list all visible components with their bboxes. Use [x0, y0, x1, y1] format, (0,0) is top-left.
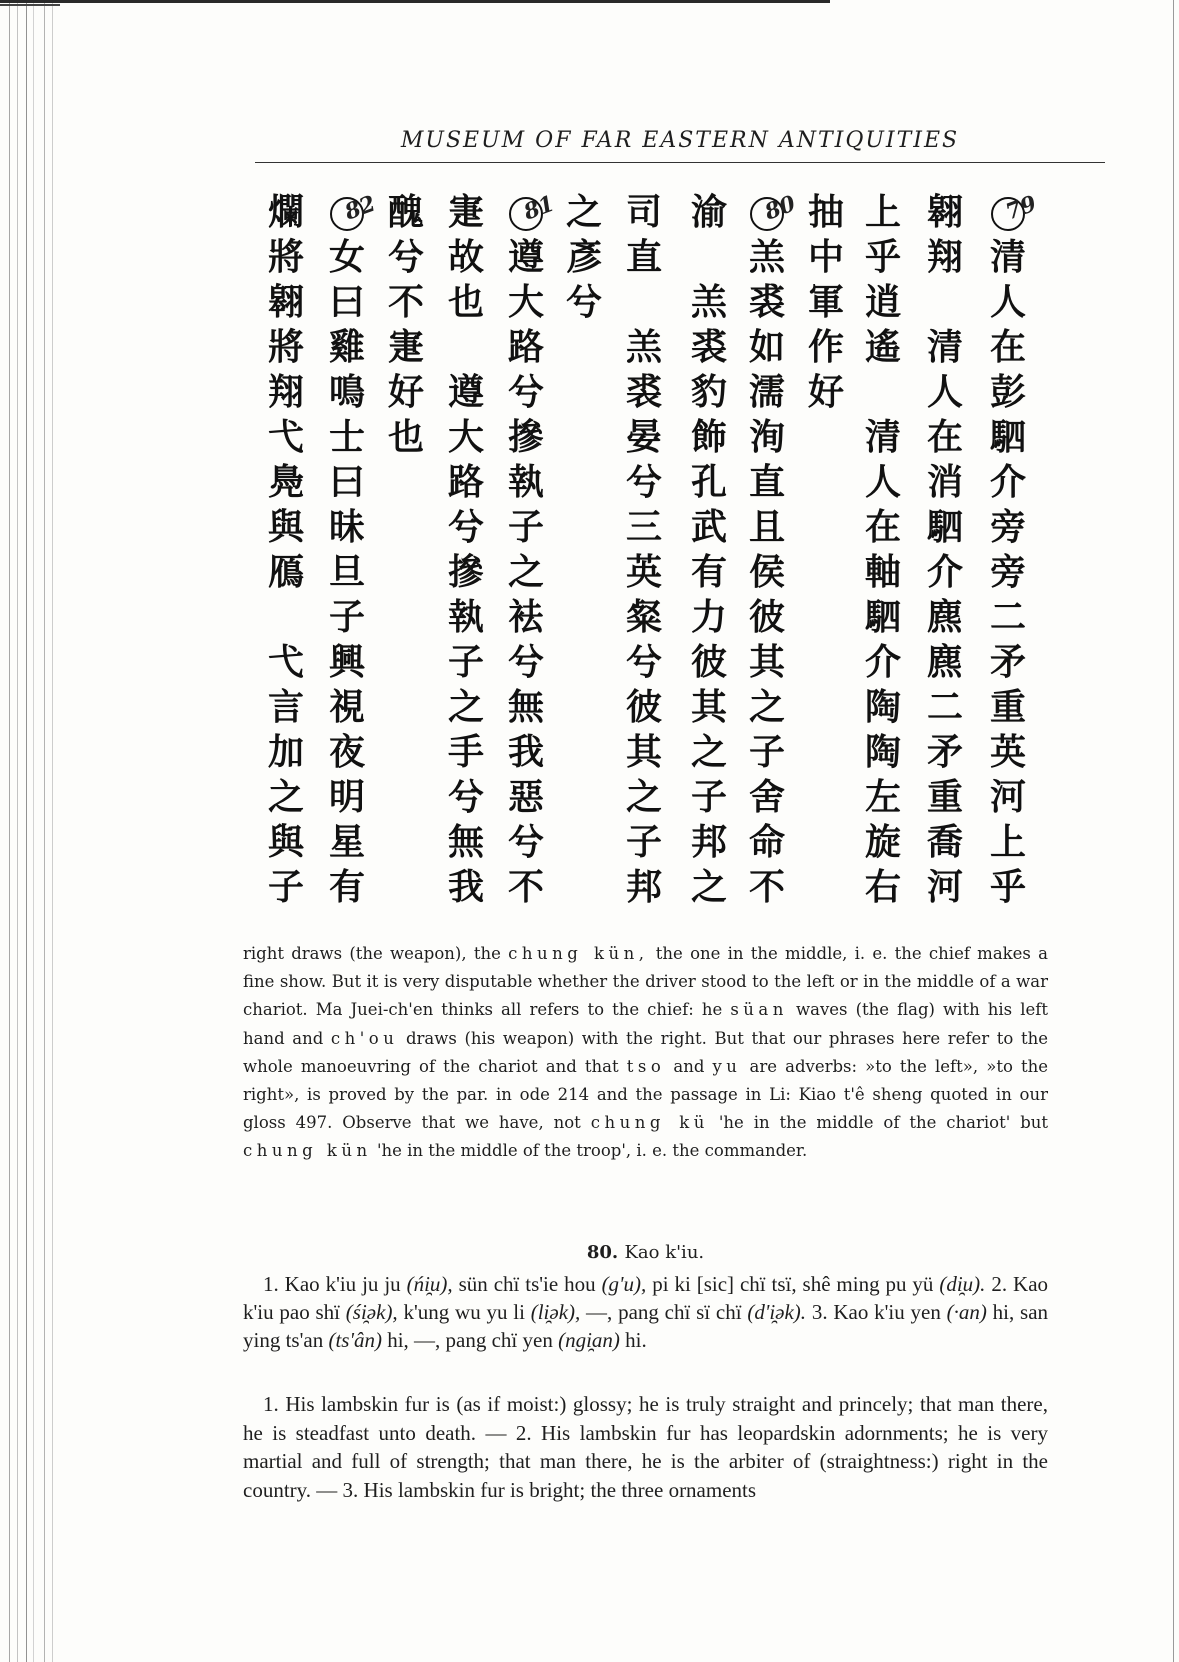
translation-paragraph: 1. His lambskin fur is (as if moist:) glossy; he is truly straight and princely; that man there, he is steadfast unto death. — 2. His lambskin fur has leopardskin adornments; he is very martial and full of strength; that man there, he is the arbiter of (straightness:) right in the country. — 3. His lambskin fur is bright; the three ornaments [243, 1392, 1048, 1502]
ode-number-marker [500, 190, 558, 235]
chinese-character: 孔 [690, 462, 727, 503]
chinese-character: 翱 [926, 192, 963, 233]
chinese-character: 兮 [565, 282, 602, 323]
chinese-character: 濡 [748, 372, 785, 413]
chinese-character: 視 [328, 687, 365, 728]
chinese-character: 摻 [507, 417, 544, 458]
chinese-space [857, 370, 909, 415]
chinese-character: 清 [926, 327, 963, 368]
chinese-column [618, 190, 670, 910]
chinese-character: 裘 [690, 327, 727, 368]
commentary-text: right draws (the weapon), the [243, 944, 501, 963]
chinese-character: 左 [864, 777, 901, 818]
translit-text: 2. Kao k'iu pao shï [243, 1272, 1049, 1324]
chinese-character: 兮 [625, 462, 662, 503]
chinese-character: 其 [748, 642, 785, 683]
chinese-character: 侯 [748, 552, 785, 593]
chinese-character: 矛 [989, 642, 1026, 683]
chinese-character: 執 [447, 597, 484, 638]
translit-text: k'ung wu yu li [403, 1300, 525, 1324]
chinese-character: 雞 [328, 327, 365, 368]
chinese-character: 寁 [387, 327, 424, 368]
commentary-text: 'he in the middle of the chariot' but [718, 1113, 1049, 1133]
chinese-character: 之 [267, 777, 304, 818]
chinese-column [741, 190, 799, 910]
chinese-character: 之 [748, 687, 785, 728]
chinese-character: 其 [625, 732, 662, 773]
chinese-character: 鳧 [267, 462, 304, 503]
chinese-character: 軍 [807, 282, 844, 323]
ode-number: 79 [1002, 190, 1040, 226]
chinese-character: 明 [328, 777, 365, 818]
chinese-character: 袪 [507, 597, 544, 638]
reconstruction: (li̯ək), [530, 1300, 581, 1324]
chinese-character: 子 [748, 732, 785, 773]
chinese-character: 力 [690, 597, 727, 638]
chinese-character: 執 [507, 462, 544, 503]
chinese-character: 抽 [807, 192, 844, 233]
chinese-character: 軸 [864, 552, 901, 593]
chinese-character: 重 [926, 777, 963, 818]
chinese-character: 彼 [748, 597, 785, 638]
chinese-character: 裘 [748, 282, 785, 323]
chinese-character: 手 [447, 732, 484, 773]
chinese-character: 故 [447, 237, 484, 278]
chinese-character: 我 [507, 732, 544, 773]
chinese-character: 無 [447, 822, 484, 863]
chinese-character: 言 [267, 687, 304, 728]
commentary-text: waves (the flag) with his left hand and [243, 1000, 1049, 1048]
chinese-character: 人 [864, 462, 901, 503]
chinese-character: 在 [989, 327, 1026, 368]
section-heading [243, 1242, 1048, 1263]
chinese-character: 醜 [387, 192, 424, 233]
chinese-character: 曰 [328, 462, 365, 503]
chinese-column [857, 190, 909, 910]
chinese-character: 豹 [690, 372, 727, 413]
chinese-column [919, 190, 971, 910]
section-title: Kao k'iu. [624, 1242, 705, 1263]
chinese-character: 重 [989, 687, 1026, 728]
chinese-character: 爛 [267, 192, 304, 233]
chinese-character: 兮 [447, 777, 484, 818]
chinese-character: 加 [267, 732, 304, 773]
spaced-term: yu [712, 1056, 742, 1076]
chinese-character: 右 [864, 867, 901, 908]
chinese-character: 夜 [328, 732, 365, 773]
translit-text: hi, san ying ts'an [243, 1300, 1049, 1352]
chinese-character: 駟 [926, 507, 963, 548]
chinese-character: 彥 [565, 237, 602, 278]
commentary-paragraph [243, 940, 1048, 1166]
ode-number: 80 [761, 190, 799, 226]
chinese-character: 之 [690, 732, 727, 773]
chinese-character: 兮 [625, 642, 662, 683]
chinese-character: 人 [989, 282, 1026, 323]
spaced-term: chung kü [590, 1113, 709, 1133]
chinese-character: 之 [690, 867, 727, 908]
chinese-character: 彭 [989, 372, 1026, 413]
scan-top-rule-thin [0, 4, 60, 6]
chinese-column [380, 190, 432, 460]
chinese-space [683, 235, 735, 280]
running-head: MUSEUM OF FAR EASTERN ANTIQUITIES [255, 128, 1105, 163]
chinese-character: 駟 [864, 597, 901, 638]
chinese-character: 大 [507, 282, 544, 323]
chinese-character: 羔 [690, 282, 727, 323]
chinese-character: 旁 [989, 552, 1026, 593]
chinese-character: 子 [447, 642, 484, 683]
chinese-character: 也 [387, 417, 424, 458]
scan-right-edge [1167, 0, 1179, 1662]
chinese-character: 子 [690, 777, 727, 818]
chinese-character: 將 [267, 327, 304, 368]
chinese-character: 與 [267, 822, 304, 863]
chinese-character: 晏 [625, 417, 662, 458]
chinese-character: 女 [328, 237, 365, 278]
chinese-character: 不 [507, 867, 544, 908]
chinese-character: 二 [989, 597, 1026, 638]
chinese-character: 麃 [926, 597, 963, 638]
chinese-character: 渝 [690, 192, 727, 233]
chinese-character: 司 [625, 192, 662, 233]
chinese-character: 河 [989, 777, 1026, 818]
chinese-character: 遵 [507, 237, 544, 278]
ode-number: 81 [520, 190, 558, 226]
chinese-character: 逍 [864, 282, 901, 323]
chinese-character: 子 [328, 597, 365, 638]
chinese-character: 在 [926, 417, 963, 458]
commentary-text: the one in the middle, i. e. the chief makes a fine show. But it is very disputable whether the driver stood to the left or in the middle of a war chariot. Ma Juei-ch'en thinks all refers to the chief: he [243, 944, 1048, 1020]
chinese-column [440, 190, 492, 910]
chinese-character: 摻 [447, 552, 484, 593]
reconstruction: (d'i̯ək). [747, 1300, 807, 1324]
translit-text: pi ki [sic] chï tsï, shê ming pu yü [652, 1272, 934, 1296]
ode-number-marker [321, 190, 379, 235]
chinese-character: 舍 [748, 777, 785, 818]
chinese-character: 粲 [625, 597, 662, 638]
chinese-character: 惡 [507, 777, 544, 818]
chinese-character: 興 [328, 642, 365, 683]
translit-text: 3. Kao k'iu yen [811, 1300, 941, 1324]
chinese-character: 翔 [926, 237, 963, 278]
chinese-character: 人 [926, 372, 963, 413]
chinese-character: 遵 [447, 372, 484, 413]
chinese-character: 二 [926, 687, 963, 728]
chinese-character: 命 [748, 822, 785, 863]
chinese-character: 路 [507, 327, 544, 368]
reconstruction: (·an) [946, 1300, 987, 1324]
chinese-character: 清 [864, 417, 901, 458]
chinese-character: 直 [748, 462, 785, 503]
chinese-character: 陶 [864, 687, 901, 728]
chinese-character: 好 [387, 372, 424, 413]
chinese-character: 之 [447, 687, 484, 728]
chinese-character: 不 [387, 282, 424, 323]
chinese-character: 喬 [926, 822, 963, 863]
chinese-character: 洵 [748, 417, 785, 458]
scan-top-rule [0, 0, 830, 3]
ode-number-marker [982, 190, 1040, 235]
chinese-character: 如 [748, 327, 785, 368]
chinese-character: 羔 [625, 327, 662, 368]
chinese-character: 兮 [387, 237, 424, 278]
spaced-term: ch'ou [330, 1028, 399, 1048]
chinese-character: 無 [507, 687, 544, 728]
chinese-character: 曰 [328, 282, 365, 323]
chinese-space [440, 325, 492, 370]
chinese-character: 在 [864, 507, 901, 548]
chinese-character: 子 [625, 822, 662, 863]
chinese-character: 子 [507, 507, 544, 548]
chinese-character: 彼 [690, 642, 727, 683]
chinese-character: 陶 [864, 732, 901, 773]
translit-text: sün chï ts'ie hou [458, 1272, 596, 1296]
chinese-character: 兮 [447, 507, 484, 548]
ode-number-marker [741, 190, 799, 235]
chinese-character: 介 [926, 552, 963, 593]
chinese-character: 矛 [926, 732, 963, 773]
spaced-term: chung kün, [508, 944, 649, 963]
chinese-character: 之 [507, 552, 544, 593]
scan-binding-edge [0, 0, 62, 1662]
chinese-character: 士 [328, 417, 365, 458]
chinese-character: 麃 [926, 642, 963, 683]
reconstruction: (di̯u). [939, 1272, 986, 1296]
chinese-character: 也 [447, 282, 484, 323]
chinese-character: 我 [447, 867, 484, 908]
chinese-column [982, 190, 1040, 910]
chinese-character: 遙 [864, 327, 901, 368]
chinese-column [321, 190, 379, 910]
chinese-character: 清 [989, 237, 1026, 278]
chinese-character: 上 [864, 192, 901, 233]
commentary-text: draws (his weapon) with the right. But that our phrases here refer to the whole manoeuvring of the chariot and that [243, 1028, 1048, 1076]
chinese-character: 上 [989, 822, 1026, 863]
chinese-character: 直 [625, 237, 662, 278]
spaced-term: süan [730, 1000, 788, 1020]
chinese-character: 乎 [864, 237, 901, 278]
chinese-character: 介 [864, 642, 901, 683]
spaced-term: tso [626, 1056, 666, 1076]
chinese-character: 鴈 [267, 552, 304, 593]
chinese-character: 兮 [507, 642, 544, 683]
chinese-character: 弋 [267, 417, 304, 458]
chinese-character: 裘 [625, 372, 662, 413]
commentary-text: 'he in the middle of the troop', i. e. the commander. [376, 1141, 808, 1161]
chinese-character: 之 [625, 777, 662, 818]
chinese-character: 河 [926, 867, 963, 908]
chinese-character: 弋 [267, 642, 304, 683]
chinese-text-block [255, 190, 1085, 930]
chinese-character: 飾 [690, 417, 727, 458]
commentary-text: and [673, 1056, 705, 1076]
chinese-character: 消 [926, 462, 963, 503]
ode-number: 82 [341, 190, 379, 226]
chinese-character: 中 [807, 237, 844, 278]
chinese-character: 彼 [625, 687, 662, 728]
chinese-column [558, 190, 610, 325]
chinese-character: 不 [748, 867, 785, 908]
chinese-character: 將 [267, 237, 304, 278]
chinese-column [800, 190, 852, 415]
chinese-character: 旋 [864, 822, 901, 863]
translit-text: —, pang chï sï chï [586, 1300, 742, 1324]
chinese-character: 介 [989, 462, 1026, 503]
spaced-term: chung kün [243, 1141, 372, 1161]
chinese-character: 有 [690, 552, 727, 593]
chinese-character: 英 [625, 552, 662, 593]
reconstruction: (ńi̯u), [406, 1272, 453, 1296]
chinese-character: 英 [989, 732, 1026, 773]
chinese-character: 兮 [507, 372, 544, 413]
chinese-character: 旦 [328, 552, 365, 593]
chinese-character: 乎 [989, 867, 1026, 908]
chinese-column [260, 190, 312, 910]
chinese-character: 之 [565, 192, 602, 233]
chinese-character: 與 [267, 507, 304, 548]
chinese-column [500, 190, 558, 910]
chinese-character: 星 [328, 822, 365, 863]
translit-text: 1. Kao k'iu ju ju [263, 1272, 401, 1296]
chinese-space [618, 280, 670, 325]
translit-text: hi, —, pang chï yen [387, 1328, 553, 1352]
chinese-character: 寁 [447, 192, 484, 233]
chinese-character: 羔 [748, 237, 785, 278]
chinese-column [683, 190, 735, 910]
chinese-character: 大 [447, 417, 484, 458]
reconstruction: (g'u), [601, 1272, 647, 1296]
chinese-character: 翔 [267, 372, 304, 413]
chinese-character: 且 [748, 507, 785, 548]
reconstruction: (śi̯ək), [345, 1300, 398, 1324]
chinese-character: 邦 [625, 867, 662, 908]
section-number: 80. [586, 1242, 619, 1263]
chinese-character: 鳴 [328, 372, 365, 413]
chinese-character: 旁 [989, 507, 1026, 548]
commentary-text: are adverbs: »to the left», »to the right», is proved by the par. in ode 214 and the passage in Li: Kiao t'ê sheng quoted in our gloss 497. Observe that we have, not [243, 1056, 1048, 1133]
chinese-character: 兮 [507, 822, 544, 863]
transliteration-paragraph [243, 1270, 1048, 1354]
chinese-character: 三 [625, 507, 662, 548]
reconstruction: (ngi̯an) [558, 1328, 620, 1352]
chinese-character: 昧 [328, 507, 365, 548]
chinese-character: 邦 [690, 822, 727, 863]
chinese-character: 駟 [989, 417, 1026, 458]
chinese-space [260, 595, 312, 640]
chinese-character: 好 [807, 372, 844, 413]
chinese-character: 子 [267, 867, 304, 908]
chinese-space [919, 280, 971, 325]
reconstruction: (ts'ân) [328, 1328, 382, 1352]
chinese-character: 其 [690, 687, 727, 728]
chinese-character: 有 [328, 867, 365, 908]
chinese-character: 路 [447, 462, 484, 503]
chinese-character: 翱 [267, 282, 304, 323]
translit-text: hi. [625, 1328, 647, 1352]
chinese-character: 武 [690, 507, 727, 548]
chinese-character: 作 [807, 327, 844, 368]
